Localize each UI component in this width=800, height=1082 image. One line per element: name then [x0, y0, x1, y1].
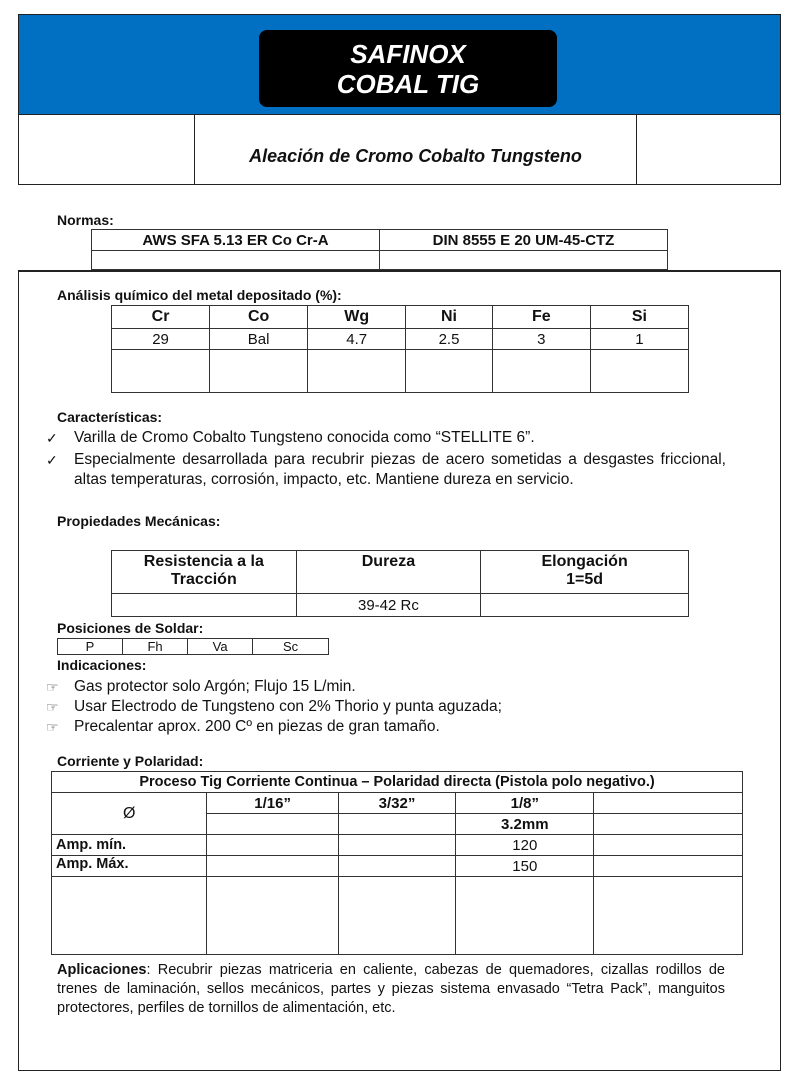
amp-min-label: Amp. mín.: [52, 835, 207, 856]
posiciones-label: Posiciones de Soldar:: [57, 620, 204, 636]
caracteristicas-label: Características:: [57, 409, 163, 425]
normas-label: Normas:: [57, 212, 114, 228]
checkmark-icon: ✓: [46, 430, 58, 446]
empty-cell: [590, 350, 688, 393]
size-mm-cell: [594, 814, 743, 835]
brand-line-2: COBAL TIG: [336, 69, 480, 99]
analisis-table: [111, 305, 689, 393]
element-header: Cr: [112, 306, 210, 329]
amp-value: [207, 856, 338, 877]
list-item: ☞ Gas protector solo Argón; Flujo 15 L/min.: [46, 678, 356, 695]
normas-table: [91, 229, 668, 270]
elongacion-header: Elongación 1=5d: [481, 551, 689, 594]
amp-value: [207, 835, 338, 856]
propiedades-table: [111, 550, 689, 617]
amp-value: 150: [456, 856, 594, 877]
brand-line-1: SAFINOX: [350, 39, 466, 69]
size-cell: [594, 793, 743, 814]
empty-cell: [594, 877, 743, 955]
element-value: 1: [590, 329, 688, 350]
position-cell: P: [58, 639, 123, 655]
caracteristicas-list: [46, 428, 726, 490]
elongacion-value: [481, 594, 689, 617]
size-mm-cell: [338, 814, 455, 835]
resistencia-value: [112, 594, 297, 617]
list-item: ☞ Precalentar aprox. 200 Cº en piezas de gran tamaño.: [46, 718, 440, 735]
empty-cell: [308, 350, 406, 393]
element-header: Si: [590, 306, 688, 329]
element-header: Ni: [406, 306, 493, 329]
empty-cell: [338, 877, 455, 955]
position-cell: Fh: [123, 639, 188, 655]
empty-cell: [380, 251, 668, 270]
empty-cell: [92, 251, 380, 270]
empty-cell: [207, 877, 338, 955]
aplicaciones-paragraph: [57, 961, 725, 1018]
empty-cell: [456, 877, 594, 955]
list-item: ✓ Varilla de Cromo Cobalto Tungsteno conocida como “STELLITE 6”.: [46, 429, 535, 446]
subtitle: Aleación de Cromo Cobalto Tungsteno: [249, 146, 582, 166]
process-title: Proceso Tig Corriente Continua – Polaridad directa (Pistola polo negativo.): [52, 772, 743, 793]
corriente-label: Corriente y Polaridad:: [57, 753, 204, 769]
element-header: Wg: [308, 306, 406, 329]
amp-value: 120: [456, 835, 594, 856]
analisis-label: Análisis químico del metal depositado (%):: [57, 287, 342, 303]
aplicaciones-label: Aplicaciones: [57, 962, 147, 978]
element-value: 29: [112, 329, 210, 350]
corriente-table: [51, 771, 743, 955]
norma-aws: AWS SFA 5.13 ER Co Cr-A: [92, 230, 380, 251]
element-value: Bal: [210, 329, 308, 350]
amp-value: [338, 835, 455, 856]
element-value: 4.7: [308, 329, 406, 350]
size-mm-cell: [207, 814, 338, 835]
indicaciones-label: Indicaciones:: [57, 657, 147, 673]
norma-din: DIN 8555 E 20 UM-45-CTZ: [380, 230, 668, 251]
empty-cell: [210, 350, 308, 393]
diameter-icon: Ø: [52, 793, 207, 835]
element-header: Co: [210, 306, 308, 329]
indicaciones-list: [46, 677, 726, 737]
element-header: Fe: [492, 306, 590, 329]
size-cell: 1/8”: [456, 793, 594, 814]
checkmark-icon: ✓: [46, 452, 58, 468]
element-value: 3: [492, 329, 590, 350]
amp-max-label: Amp. Máx.: [52, 856, 207, 877]
size-mm-cell: 3.2mm: [456, 814, 594, 835]
divider: [636, 114, 637, 185]
position-cell: Va: [188, 639, 253, 655]
product-title: [259, 30, 557, 107]
amp-value: [594, 856, 743, 877]
propiedades-label: Propiedades Mecánicas:: [57, 513, 221, 529]
empty-cell: [406, 350, 493, 393]
position-cell: Sc: [253, 639, 329, 655]
dureza-header: Dureza: [296, 551, 481, 594]
empty-cell: [492, 350, 590, 393]
empty-cell: [112, 350, 210, 393]
size-cell: 1/16”: [207, 793, 338, 814]
element-value: 2.5: [406, 329, 493, 350]
empty-cell: [52, 877, 207, 955]
size-cell: 3/32”: [338, 793, 455, 814]
posiciones-table: [57, 638, 329, 655]
pointing-hand-icon: ☞: [46, 719, 59, 735]
pointing-hand-icon: ☞: [46, 679, 59, 695]
dureza-value: 39-42 Rc: [296, 594, 481, 617]
amp-value: [338, 856, 455, 877]
aplicaciones-text: : Recubrir piezas matriceria en caliente, cabezas de quemadores, cizallas rodillos de trenes de laminación, sellos mecánicos, partes y piezas sistema envasado “Tetra Pack”, manguitos protectores, perfiles de tornillos de alimentación, etc.: [57, 962, 725, 1016]
list-item: ✓ Especialmente desarrollada para recubrir piezas de acero sometidas a desgastes friccional, altas temperaturas, corrosión, impacto, etc. Mantiene dureza en servicio.: [46, 451, 726, 488]
pointing-hand-icon: ☞: [46, 699, 59, 715]
amp-value: [594, 835, 743, 856]
list-item: ☞ Usar Electrodo de Tungsteno con 2% Thorio y punta aguzada;: [46, 698, 502, 715]
resistencia-header: Resistencia a la Tracción: [112, 551, 297, 594]
